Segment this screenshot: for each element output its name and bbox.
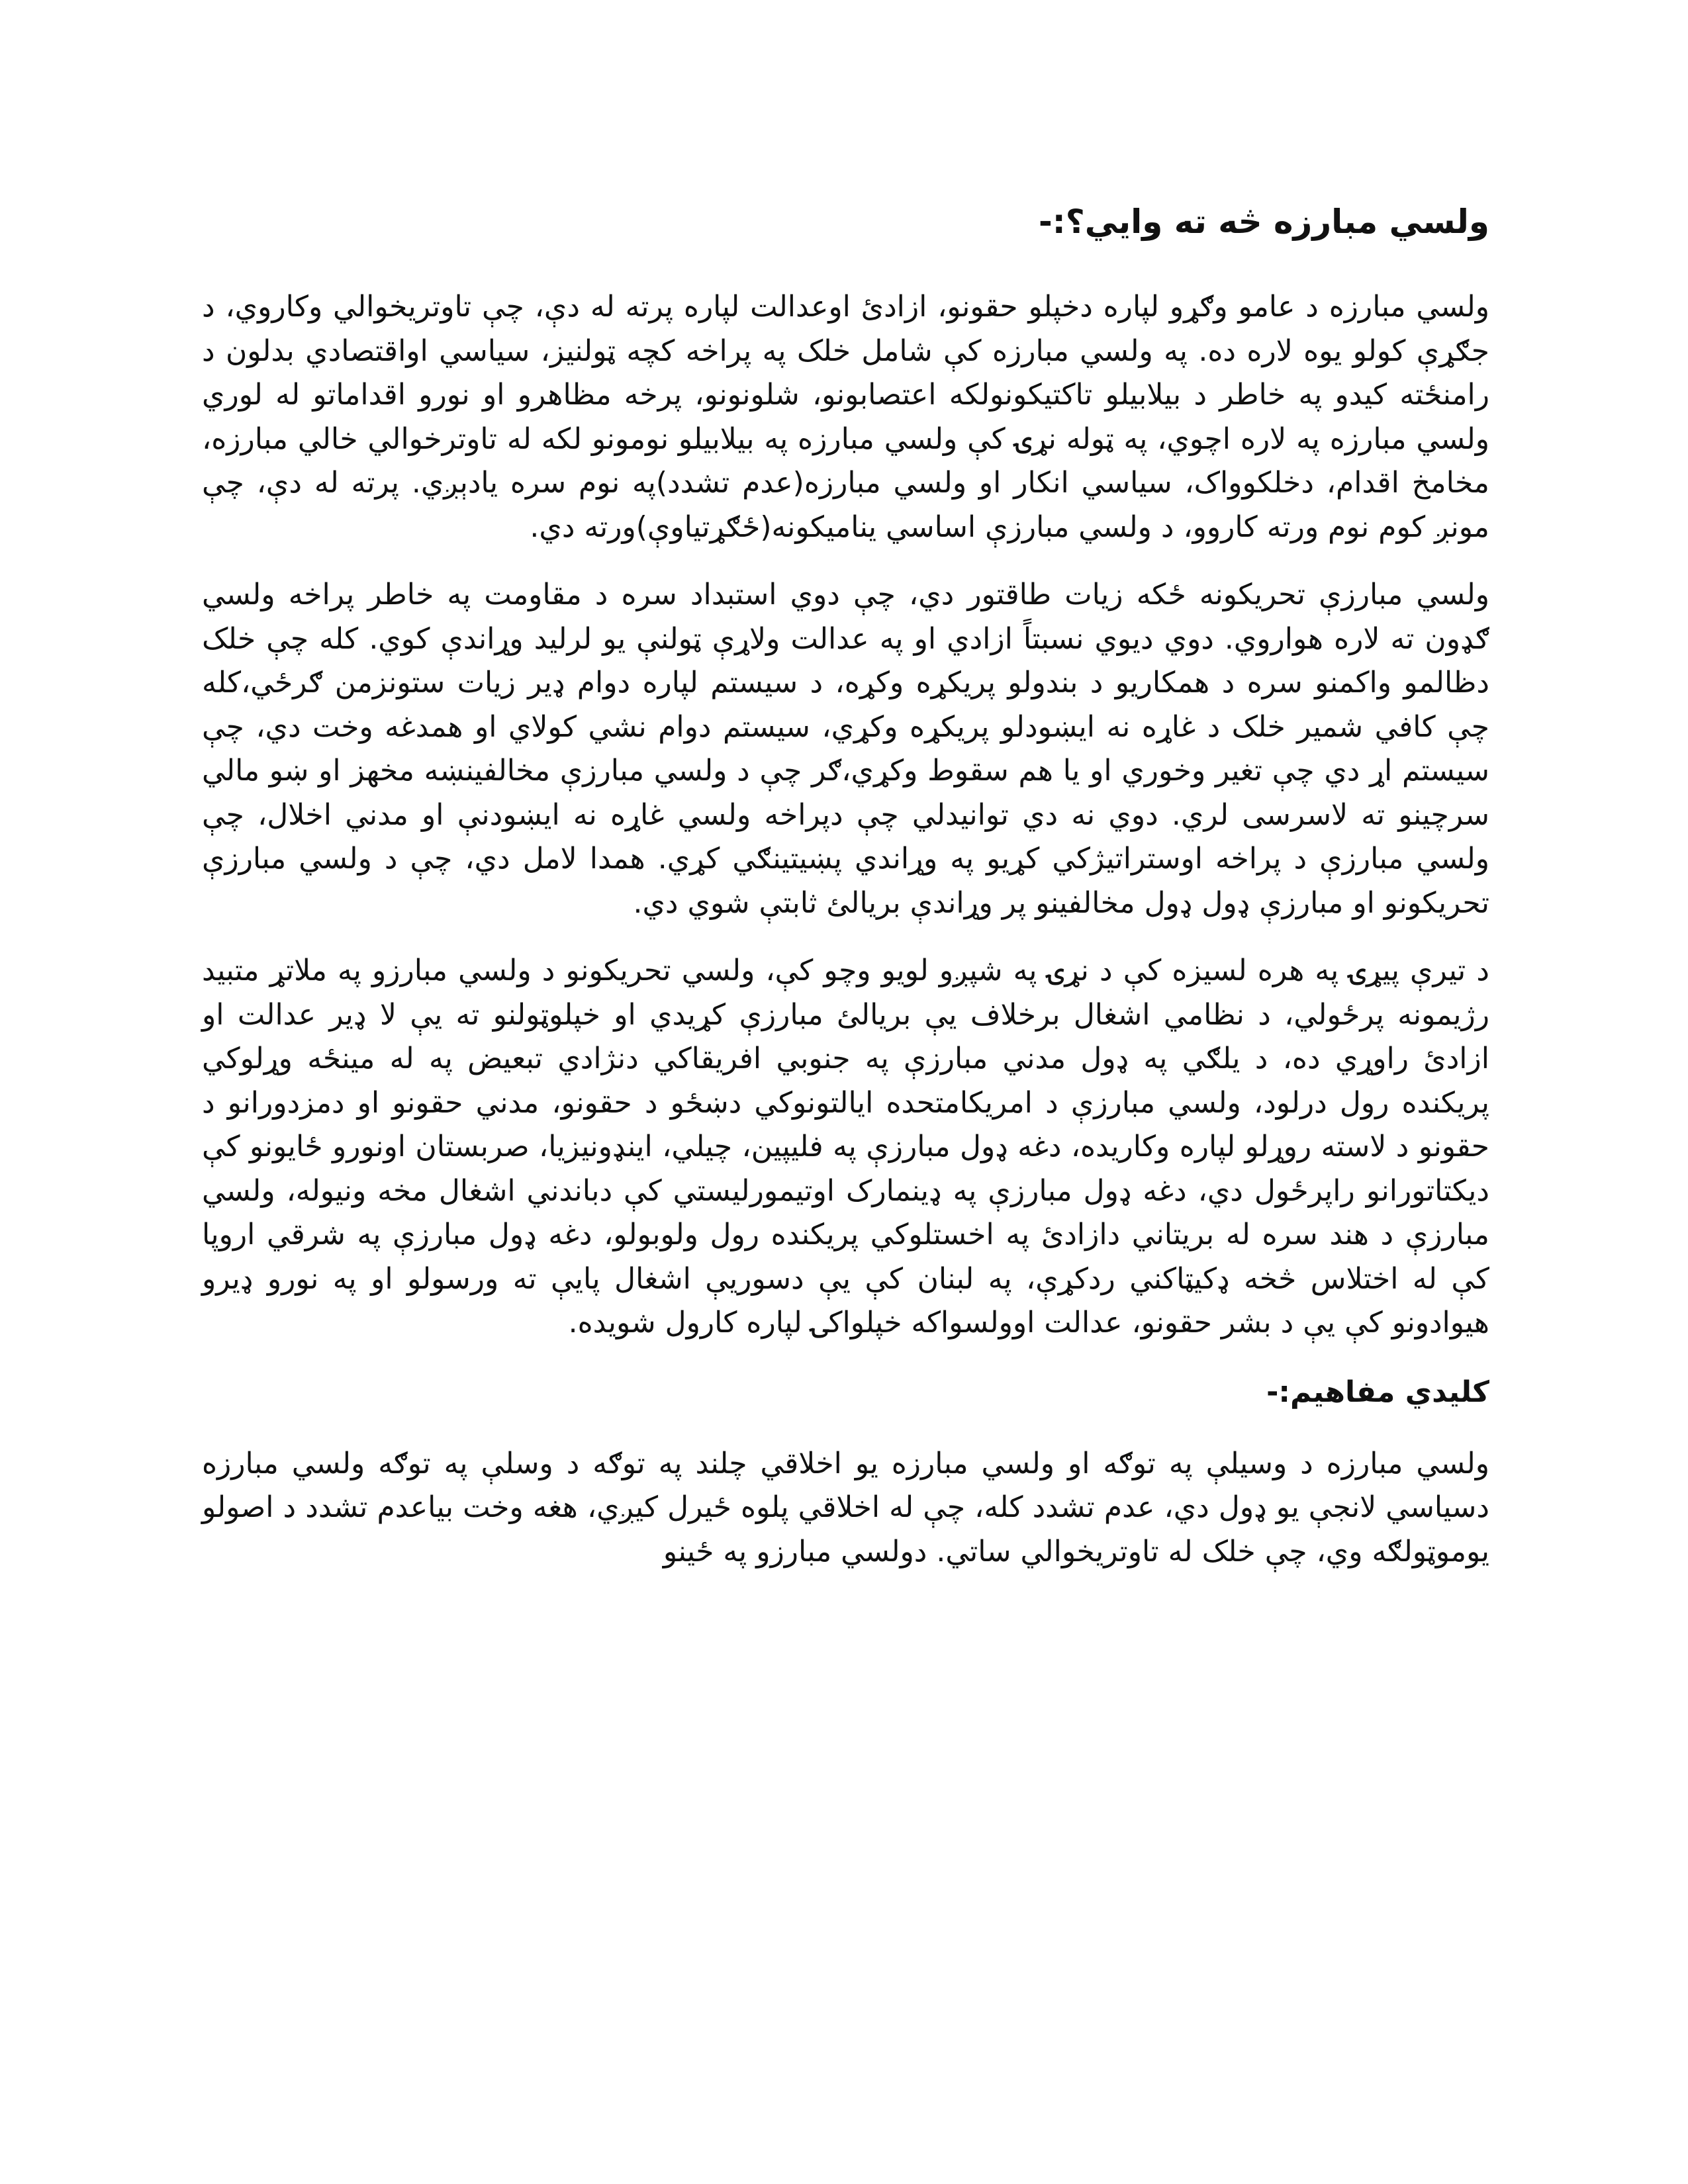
paragraph-key-concepts: ولسي مبارزه د وسيلې په توګه او ولسي مبارزه يو اخلاقي چلند په توګه د وسلې په توګه ولسي مبارزه دسياسي لانجې يو ډول دي، عدم تشدد کله، چې له اخلاقي پلوه ځيرل کيږي، هغه وخت بياعدم تشدد د اصولو يوموټولګه وي، چې خلک له تاوتريخوالي ساتي. دولسي مبارزو په ځينو (202, 1446, 1489, 1569)
document-page (202, 195, 1489, 2048)
section-heading-key-concepts: کليدي مفاهيم:- (1266, 1375, 1489, 1409)
paragraph-historical-examples: د تيرې پيړۍ په هره لسيزه کې د نړۍ په شپږو لويو وچو کې، ولسي تحريکونو د ولسي مبارزو په ملاتړ متبيد رژيمونه پرځولي، د نظامي اشغال برخلاف يې بريالئ مبارزې کړيدي او خپلوټولنو ته يې لا ډير عدالت او ازادئ راوړي ده، د يلګي په ډول مدني مبارزې په جنوبي افريقاکي دنژادي تبعيض په له مينځه وړلوکي پريکنده رول درلود، ولسي مبارزې د امريکامتحده ايالتونوکي دښځو د حقونو، مدني حقونو او دمزدورانو د حقونو د لاسته روړلو لپاره وکاريده، دغه ډول مبارزې په فليپين، چيلي، اينډونيزيا، صربستان اونورو ځايونو کې ديکتاتورانو راپرځول دي، دغه ډول مبارزې په ډينمارک اوتيمورليستي کې دباندني اشغال مخه ونيوله، ولسي مبارزې د هند سره له بريتاني دازادئ په اخستلوکي پريکنده رول ولوبولو، دغه ډول مبارزې په شرقي اروپا کې له اختلاس څخه ډکيټاکني ردکړې، په لبنان کې يې دسوريې اشغال پايې ته ورسولو او په نورو ډيرو هيوادونو کې يې د بشر حقونو، عدالت اوولسواکه خپلواکۍ لپاره کارول شويده. (202, 954, 1489, 1340)
paragraph-definition: ولسي مبارزه د عامو وګړو لپاره دخپلو حقونو، ازادئ اوعدالت لپاره پرته له دې، چې تاوتريخوالي وكاروي، د جګړې كولو يوه لاره ده. په ولسي مبارزه كې شامل خلک په پراخه کچه ټولنيز، سياسي اواقتصادي بدلون د رامنځته کيدو په خاطر د بيلابيلو تاکتيکونولکه اعتصابونو، شلونونو، پرخه مظاهرو او نورو اقداماتو له لوري ولسي مبارزه په لاره اچوي، په ټوله نړۍ کې ولسي مبارزه په بيلابيلو نومونو لکه له تاوترخوالي خالي مبارزه، مخامخ اقدام، دخلکوواک، سياسي انکار او ولسي مبارزه(عدم تشدد)په نوم سره يادېږي. پرته له دې، چې مونږ کوم نوم ورته کاروو، د ولسي مبارزې اساسي يناميکونه(ځګړتياوې)ورته دي. (202, 290, 1489, 544)
document-title: ولسي مبارزه څه ته وايي؟:- (1039, 203, 1489, 241)
paragraph-movements-strength: ولسي مبارزې تحريکونه ځکه زيات طاقتور دي، چې دوي استبداد سره د مقاومت په خاطر پراخه ولسي ګډون ته لاره هواروي. دوي ديوي نسبتاً ازادي او په عدالت ولاړې ټولنې يو لرليد وړاندې کوي. کله چې خلک دظالمو واکمنو سره د همکاريو د بندولو پريکړه وکړه، د سيستم لپاره دوام ډير زيات ستونزمن ګرځي،کله چې کافي شمير خلک د غاړه نه ايښودلو پريکړه وکړي، سيستم دوام نشي کولاي او همدغه وخت دي، چې سيستم اړ دي چې تغير وخوري او يا هم سقوط وکړي،ګر چې د ولسي مبارزې مخالفينښه مخهز او ښو مالي سرچينو ته لاسرسی لري. دوي نه دي توانيدلي چې دپراخه ولسي غاړه نه ايښودنې او مدني اخلال، چې ولسي مبارزې د پراخه اوستراتيژکي کړيو په وړاندي پښيتينګي کړي. همدا لامل دي، چې د ولسي مبارزې تحريکونو او مبارزې ډول ډول مخالفينو پر وړاندې بريالئ ثابتې شوي دي. (202, 578, 1489, 920)
